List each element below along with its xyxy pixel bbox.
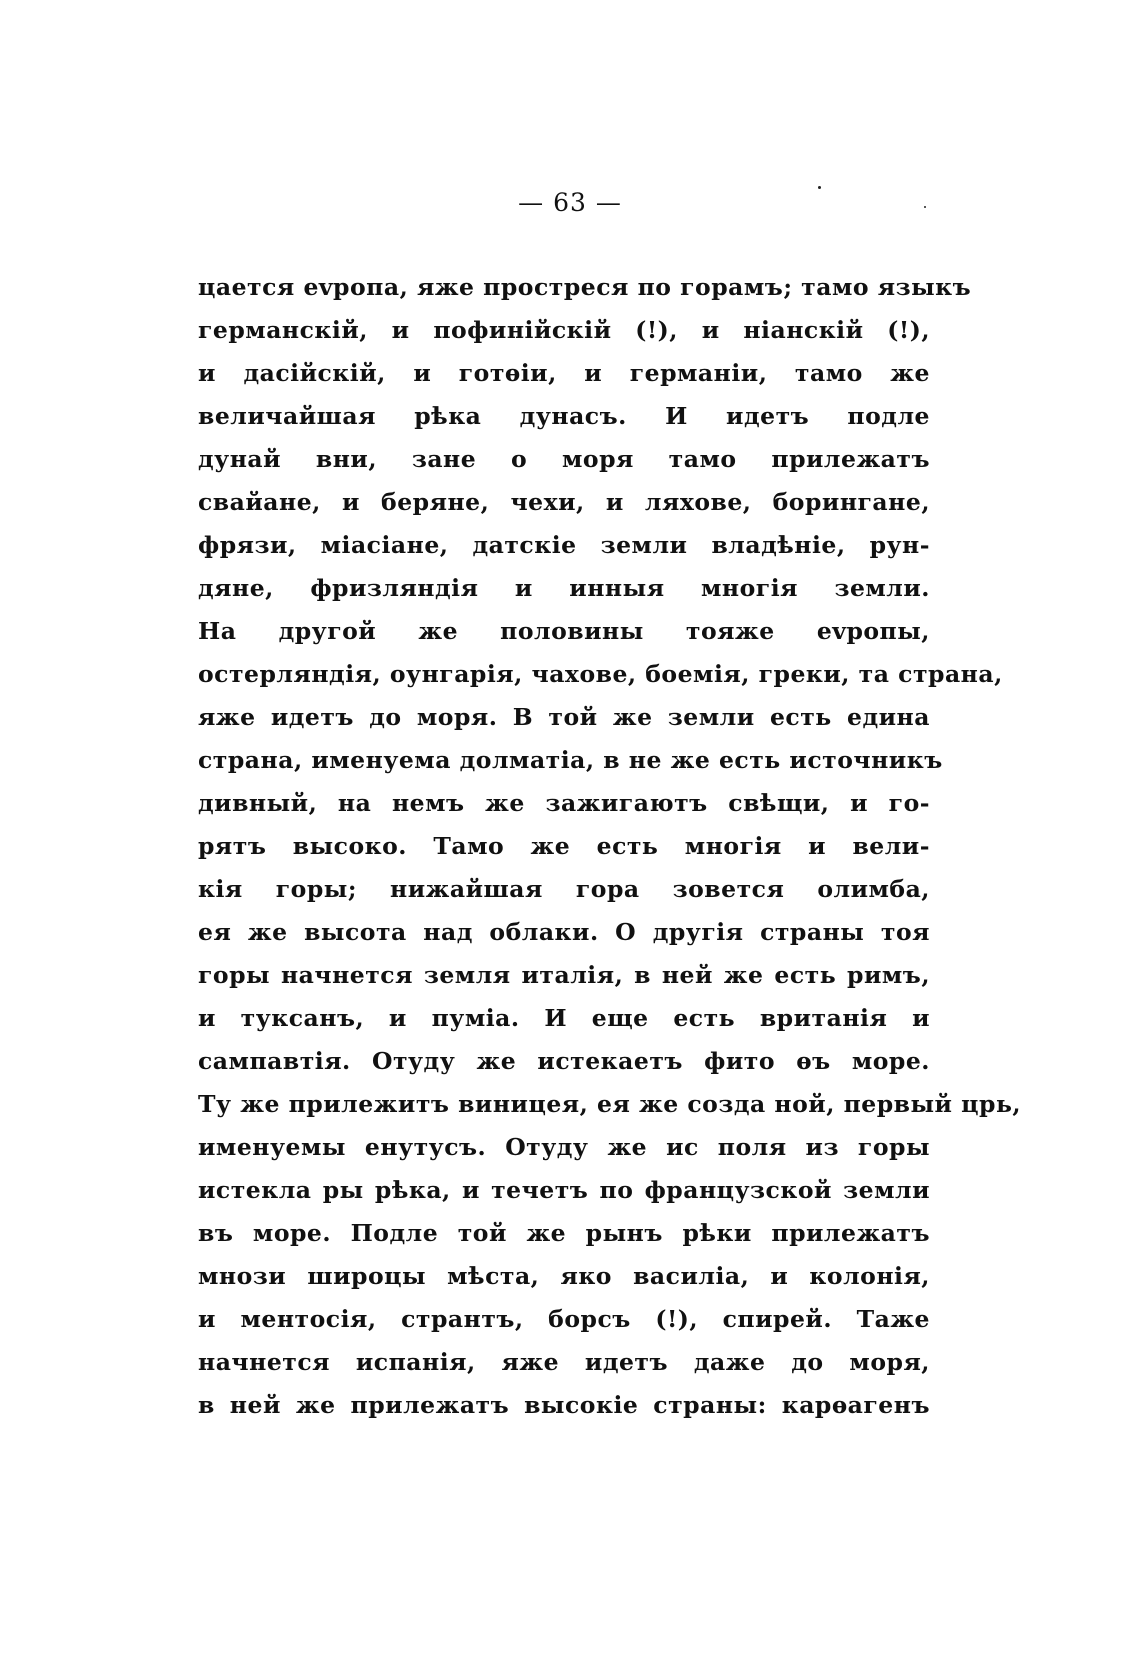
text-line: дунай вни, зане о моря тамо прилежатъ bbox=[198, 445, 930, 473]
text-line: и ментосія, странтъ, борсъ (!), спирей. Таже bbox=[198, 1305, 930, 1333]
text-line: Ту же прилежитъ виницея, ея же созда ной, первый црь, bbox=[198, 1090, 1022, 1118]
text-line: истекла ры рѣка, и течетъ по французской земли bbox=[198, 1176, 930, 1204]
text-line: цается еvропа, яже простреся по горамъ; тамо языкъ bbox=[198, 273, 972, 301]
text-line: германскій, и пофинійскій (!), и ніанскій (!), bbox=[198, 316, 930, 344]
page-number: — 63 — bbox=[518, 188, 622, 217]
text-line: и дасійскій, и готѳіи, и германіи, тамо же bbox=[198, 359, 930, 387]
text-line: мнози широцы мѣста, яко василіа, и колонія, bbox=[198, 1262, 930, 1290]
scan-speck bbox=[818, 186, 821, 189]
text-line: рятъ высоко. Тамо же есть многія и вели- bbox=[198, 832, 930, 860]
text-line: начнется испанія, яже идетъ даже до моря, bbox=[198, 1348, 930, 1376]
text-line: свайане, и беряне, чехи, и ляхове, борингане, bbox=[198, 488, 930, 516]
text-line: именуемы енутусъ. Отуду же ис поля из горы bbox=[198, 1133, 930, 1161]
text-line: страна, именуема долматіа, в не же есть источникъ bbox=[198, 746, 943, 774]
text-line: На другой же половины тояже еvропы, bbox=[198, 617, 930, 645]
text-line: ея же высота над облаки. О другія страны тоя bbox=[198, 918, 930, 946]
text-line: фрязи, міасіане, датскіе земли владѣніе, рун- bbox=[198, 531, 930, 559]
scan-speck bbox=[924, 206, 926, 208]
text-line: дяне, фризляндія и инныя многія земли. bbox=[198, 574, 930, 602]
text-line: величайшая рѣка дунасъ. И идетъ подле bbox=[198, 402, 930, 430]
text-line: и туксанъ, и пуміа. И еще есть вританія и bbox=[198, 1004, 930, 1032]
text-line: въ море. Подле той же рынъ рѣки прилежатъ bbox=[198, 1219, 930, 1247]
text-line: горы начнется земля италія, в ней же есть римъ, bbox=[198, 961, 930, 989]
text-line: в ней же прилежатъ высокіе страны: карѳагенъ bbox=[198, 1391, 930, 1419]
text-line: дивный, на немъ же зажигаютъ свѣщи, и го- bbox=[198, 789, 930, 817]
text-line: яже идетъ до моря. В той же земли есть едина bbox=[198, 703, 930, 731]
text-block bbox=[198, 266, 1022, 1427]
text-line: остерляндія, оунгарія, чахове, боемія, греки, та страна, bbox=[198, 660, 1003, 688]
text-line: кія горы; нижайшая гора зовется олимба, bbox=[198, 875, 930, 903]
text-line: сампавтія. Отуду же истекаетъ фито ѳъ море. bbox=[198, 1047, 930, 1075]
